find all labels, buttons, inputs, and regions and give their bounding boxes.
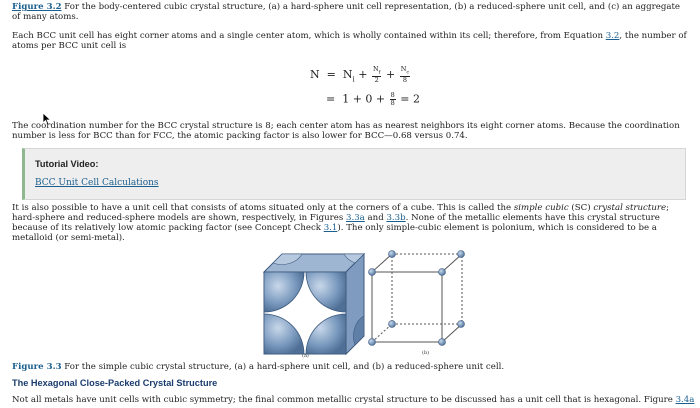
sc-text-5: ). The only simple-cubic element is polonium, which is considered to be a metalloid (or semi-metal).	[12, 223, 657, 243]
figure-3-2-caption-text: For the body-centered cubic crystal structure, (a) a hard-sphere unit cell representation, (b) a reduced-sphere unit cell, and (c) an aggregate of many atoms.	[12, 2, 681, 22]
figure-3-3-illustration	[262, 250, 462, 358]
figure-3-3a-link[interactable]: 3.3a	[346, 213, 365, 223]
figure-3-3-caption-text: For the simple cubic crystal structure, (a) a hard-sphere unit cell, and (b) a reduced-sphere unit cell.	[64, 362, 505, 372]
sc-text-4: . None of the metallic elements have this crystal structure because of its relatively low atomic packing factor (see Concept Check	[12, 213, 660, 233]
sc-italic-2: crystal structure	[593, 203, 667, 213]
eq-frac-8-8	[390, 92, 396, 107]
bcc-text-2: , the number of atoms per BCC unit cell is	[12, 31, 687, 51]
hcp-paragraph	[12, 395, 695, 405]
figure-3-3-caption	[12, 362, 688, 372]
eq-n: N	[310, 68, 320, 82]
hard-sphere-unit-cell	[264, 254, 364, 354]
figure-3-2-caption	[12, 2, 688, 22]
eq-plus-2: +	[385, 68, 396, 82]
hcp-text: Not all metals have unit cells with cubic symmetry; the final common metallic crystal structure to be discussed has a unit cell that is hexagonal. Figure	[12, 395, 676, 405]
hcp-section-heading: The Hexagonal Close-Packed Crystal Structure	[12, 378, 218, 388]
equation-line-2	[326, 92, 420, 107]
coordination-paragraph: The coordination number for the BCC crystal structure is 8; each center atom has as nearest neighbors its eight corner atoms. Because the coordination number is less for BCC than for FCC, the atomic packing factor is also lower for BCC—0.68 versus 0.74.	[12, 121, 680, 141]
eq-frac1-sub: f	[378, 69, 381, 76]
sc-italic-1: simple cubic	[513, 203, 569, 213]
eq-ni: N	[342, 68, 353, 82]
eq-line2-b: = 2	[400, 92, 420, 106]
sc-text-1: It is also possible to have a unit cell that consists of atoms situated only at the corners of a cube. This is called the	[12, 203, 514, 213]
figure-3-3-label-b: (b)	[422, 350, 430, 356]
figure-3-2-link[interactable]: Figure 3.2	[12, 2, 62, 12]
figure-3-3-label: Figure 3.3	[12, 362, 62, 372]
eq-frac1-num: N	[372, 65, 379, 73]
concept-check-3-1-link[interactable]: 3.1	[323, 223, 338, 233]
sc-text-and: and	[364, 213, 387, 223]
eq-frac3-den: 8	[390, 99, 395, 107]
sc-text-2: (SC)	[568, 203, 594, 213]
figure-3-3b-link[interactable]: 3.3b	[386, 213, 406, 223]
eq-line2-a: 1 + 0 +	[342, 92, 386, 106]
sc-text-3: ; hard-sphere and reduced-sphere models are shown, respectively, in Figures	[12, 203, 669, 223]
reduced-sphere-unit-cell	[372, 254, 462, 342]
eq-frac-nf	[372, 66, 382, 84]
bcc-text-1: Each BCC unit cell has eight corner atoms and a single center atom, which is wholly contained within its cell; therefore, from Equation	[12, 31, 606, 41]
eq-frac2-sub: c	[406, 69, 410, 76]
bcc-unit-cell-calculations-link[interactable]: BCC Unit Cell Calculations	[35, 178, 159, 188]
eq-plus-1: +	[358, 68, 368, 82]
equation-3-2-link[interactable]: 3.2	[605, 31, 620, 41]
eq-frac1-den: 2	[374, 76, 379, 85]
eq-ni-sub: i	[352, 75, 355, 84]
bcc-atoms-paragraph	[12, 31, 688, 51]
simple-cubic-paragraph	[12, 203, 688, 243]
eq-frac3-num: 8	[390, 91, 395, 99]
eq-frac2-num: N	[400, 65, 407, 73]
tutorial-title: Tutorial Video:	[35, 159, 99, 169]
tutorial-video-panel	[22, 148, 686, 200]
eq-equals-2: =	[326, 92, 336, 106]
figure-3-3-label-a: (a)	[302, 353, 309, 359]
eq-equals-1: =	[326, 68, 336, 82]
eq-frac-nc	[400, 66, 411, 84]
figure-3-4a-link[interactable]: 3.4a	[675, 395, 695, 405]
equation-line-1	[310, 66, 411, 84]
eq-frac2-den: 8	[402, 76, 408, 85]
